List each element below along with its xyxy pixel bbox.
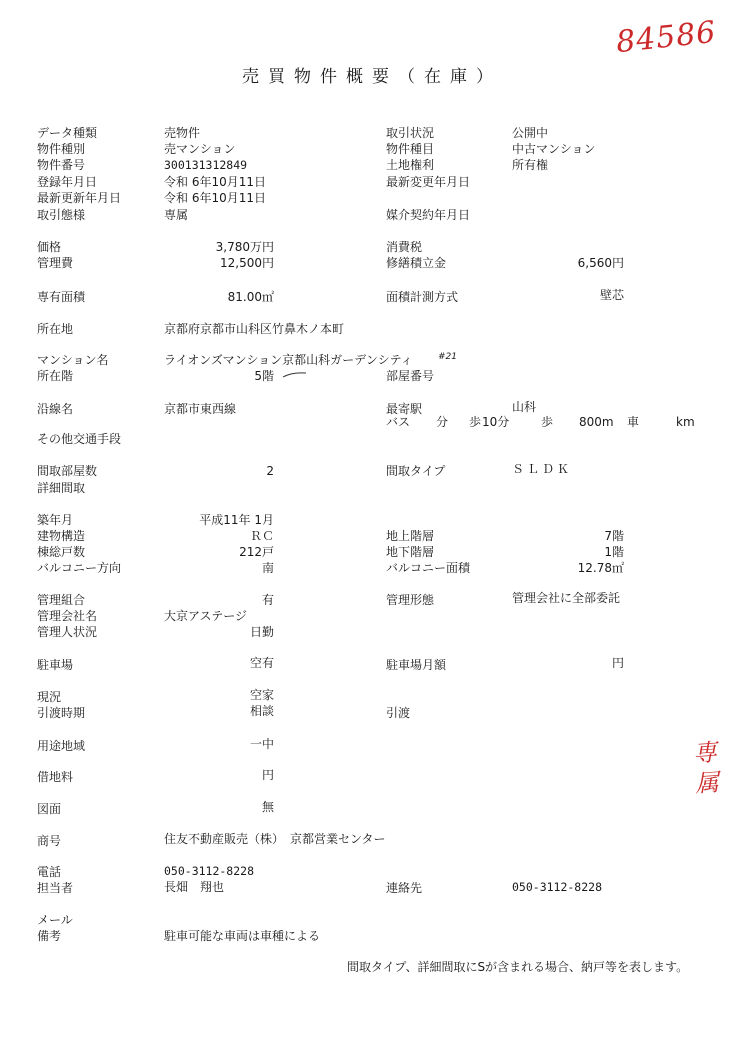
label-mgmt-fee: 管理費: [37, 256, 74, 270]
label-remarks: 備考: [37, 929, 62, 943]
value-contact: 050-3112-8228: [512, 880, 603, 894]
value-mgmt-assoc: 有: [261, 593, 274, 607]
value-line: 京都市東西線: [164, 402, 237, 416]
value-land-rent: 円: [261, 768, 274, 782]
label-balcony-dir: バルコニー方向: [37, 561, 122, 575]
label-tax: 消費税: [386, 240, 423, 254]
label-property-no: 物件番号: [37, 158, 86, 172]
value-manager-status: 日勤: [249, 625, 274, 639]
label-handover-time: 引渡時期: [37, 706, 86, 720]
label-line: 沿線名: [37, 402, 74, 416]
label-email: メール: [37, 913, 73, 927]
label-floor: 所在階: [37, 369, 74, 383]
value-latest-update: 令和 6年10月11日: [164, 191, 266, 205]
label-layout-type: 間取タイプ: [386, 464, 446, 478]
label-reg-date: 登録年月日: [37, 175, 98, 189]
document-title: 売買物件概要（在庫）: [242, 67, 502, 87]
value-area: 81.00㎡: [227, 290, 274, 304]
bus-label: バス: [386, 415, 411, 429]
label-contact: 連絡先: [386, 881, 423, 895]
label-status: 取引状況: [386, 126, 435, 140]
label-person: 担当者: [37, 881, 74, 895]
label-current: 現況: [37, 690, 62, 704]
value-parking-fee: 円: [611, 656, 624, 670]
value-property-no: 300131312849: [164, 158, 248, 172]
label-latest-change: 最新変更年月日: [386, 175, 471, 189]
value-total-units: 212戸: [239, 545, 274, 559]
label-zoning: 用途地域: [37, 739, 86, 753]
value-parking: 空有: [249, 656, 274, 670]
label-layout-detail: 詳細間取: [37, 481, 86, 495]
label-parking: 駐車場: [37, 658, 74, 672]
bus-min-label: 分: [436, 415, 449, 429]
value-built: 平成11年 1月: [199, 513, 274, 527]
handwritten-number: 84586: [614, 14, 718, 61]
label-mgmt-form: 管理形態: [386, 593, 435, 607]
value-phone: 050-3112-8228: [164, 864, 255, 878]
label-location: 所在地: [37, 322, 74, 336]
footnote: 間取タイプ、詳細間取にSが含まれる場合、納戸等を表します。: [347, 960, 689, 974]
value-repair-fund: 6,560円: [577, 256, 624, 270]
value-property-type: 売マンション: [164, 142, 236, 156]
label-latest-update: 最新更新年月日: [37, 191, 122, 205]
label-mansion-name: マンション名: [37, 353, 109, 367]
label-transaction: 取引態様: [37, 208, 86, 222]
label-data-type: データ種類: [37, 126, 98, 140]
walk-label: 歩: [469, 415, 482, 429]
value-zoning: 一中: [249, 737, 274, 751]
value-transaction: 専属: [164, 208, 189, 222]
value-floor: 5階: [254, 369, 274, 383]
car-label: 車: [627, 415, 640, 429]
value-property-item: 中古マンション: [512, 142, 596, 156]
value-person: 長畑 翔也: [164, 880, 225, 894]
label-repair-fund: 修繕積立金: [386, 256, 447, 270]
label-mgmt-assoc: 管理組合: [37, 593, 86, 607]
value-status: 公開中: [512, 126, 549, 140]
value-above-floors: 7階: [604, 529, 624, 543]
value-land-right: 所有権: [512, 158, 549, 172]
label-below-floors: 地下階層: [386, 545, 435, 559]
label-land-right: 土地権利: [386, 158, 435, 172]
walk-label-2: 歩: [541, 415, 554, 429]
value-mgmt-fee: 12,500円: [220, 256, 274, 270]
handwritten-exclusive-note: 専属: [692, 738, 720, 798]
label-handover: 引渡: [386, 706, 411, 720]
value-structure: ＲＣ: [249, 529, 274, 543]
value-balcony-dir: 南: [261, 561, 274, 575]
value-balcony-area: 12.78㎡: [577, 561, 624, 575]
value-area-method: 壁芯: [599, 288, 624, 302]
walk-minutes: 10分: [482, 415, 510, 429]
value-mgmt-company: 大京アステージ: [164, 609, 248, 623]
label-above-floors: 地上階層: [386, 529, 435, 543]
label-drawing: 図面: [37, 802, 62, 816]
value-price: 3,780万円: [215, 240, 274, 254]
label-property-type: 物件種別: [37, 142, 86, 156]
label-area: 専有面積: [37, 290, 86, 304]
label-price: 価格: [37, 240, 62, 254]
label-phone: 電話: [37, 865, 62, 879]
label-parking-fee: 駐車場月額: [386, 658, 447, 672]
value-layout-type: ＳＬＤＫ: [512, 462, 573, 476]
value-reg-date: 令和 6年10月11日: [164, 175, 266, 189]
value-station: 山科: [512, 400, 537, 414]
label-property-item: 物件種目: [386, 142, 435, 156]
value-handover-time: 相談: [249, 704, 274, 718]
value-location: 京都府京都市山科区竹鼻木ノ本町: [164, 322, 345, 336]
value-mansion-name: ライオンズマンション京都山科ガーデンシティ: [164, 353, 413, 367]
label-land-rent: 借地料: [37, 770, 74, 784]
label-brokerage-date: 媒介契約年月日: [386, 208, 471, 222]
label-total-units: 棟総戸数: [37, 545, 86, 559]
label-trade-name: 商号: [37, 834, 62, 848]
label-station: 最寄駅: [386, 402, 423, 416]
label-other-transport: その他交通手段: [37, 432, 122, 446]
label-balcony-area: バルコニー面積: [386, 561, 471, 575]
label-area-method: 面積計測方式: [386, 290, 459, 304]
label-room-no: 部屋番号: [386, 369, 435, 383]
label-mgmt-company: 管理会社名: [37, 609, 98, 623]
value-rooms: 2: [266, 464, 274, 478]
value-mgmt-form: 管理会社に全部委託: [512, 591, 621, 605]
walk-distance: 800m: [579, 415, 614, 429]
label-built: 築年月: [37, 513, 74, 527]
value-drawing: 無: [261, 800, 274, 814]
label-structure: 建物構造: [37, 529, 86, 543]
value-remarks: 駐車可能な車両は車種による: [164, 929, 321, 943]
value-below-floors: 1階: [604, 545, 624, 559]
value-trade-name: 住友不動産販売（株） 京都営業センター: [164, 832, 386, 846]
km-label: km: [676, 415, 695, 429]
value-data-type: 売物件: [164, 126, 201, 140]
value-current: 空家: [249, 688, 274, 702]
label-manager-status: 管理人状況: [37, 625, 98, 639]
label-rooms: 間取部屋数: [37, 464, 98, 478]
mansion-handwritten-note: #21: [438, 352, 457, 362]
pen-stroke-mark: [282, 370, 308, 380]
